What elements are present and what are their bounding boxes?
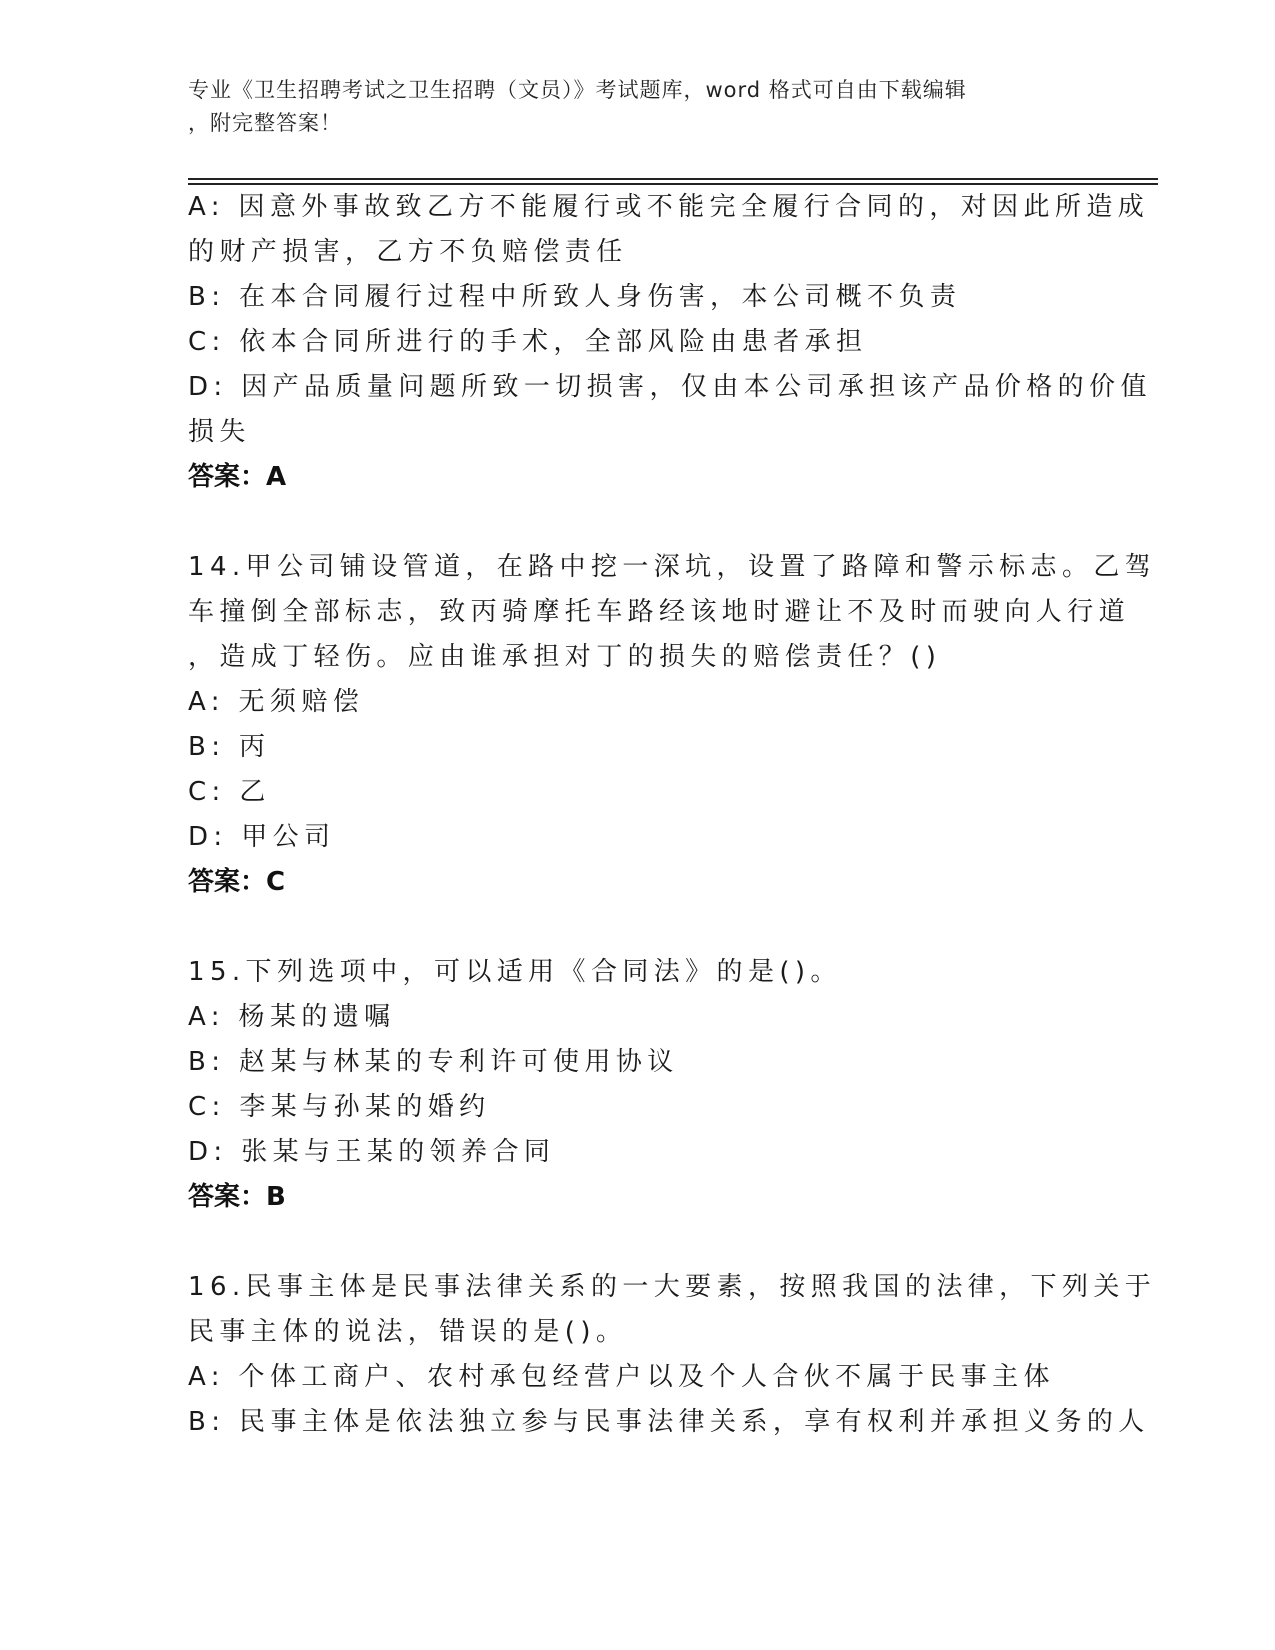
header-divider-bottom	[188, 183, 1158, 185]
q13-option-d-line-2: 损失	[188, 417, 251, 447]
q13-option-a-line-1: A: 因意外事故致乙方不能履行或不能完全履行合同的，对因此所造成	[188, 192, 1150, 222]
q14-option-b: B: 丙	[188, 732, 271, 762]
header-divider-top	[188, 178, 1158, 180]
q14-stem-line-1: 14.甲公司铺设管道，在路中挖一深坑，设置了路障和警示标志。乙驾	[188, 552, 1157, 582]
header-line-1: 专业《卫生招聘考试之卫生招聘（文员）》考试题库，word 格式可自由下载编辑	[188, 78, 967, 102]
q16-stem-line-2: 民事主体的说法，错误的是()。	[188, 1317, 628, 1347]
document-header	[188, 74, 1068, 140]
q16-stem-line-1: 16.民事主体是民事法律关系的一大要素，按照我国的法律，下列关于	[188, 1272, 1157, 1302]
q13-option-a-line-2: 的财产损害，乙方不负赔偿责任	[188, 237, 628, 267]
q15-option-d: D: 张某与王某的领养合同	[188, 1137, 556, 1167]
q15-answer: 答案：B	[188, 1182, 286, 1212]
q16-option-a: A: 个体工商户、农村承包经营户以及个人合伙不属于民事主体	[188, 1362, 1055, 1392]
q15-stem: 15.下列选项中，可以适用《合同法》的是()。	[188, 957, 842, 987]
q15-option-c: C: 李某与孙某的婚约	[188, 1092, 491, 1122]
q13-option-c: C: 依本合同所进行的手术，全部风险由患者承担	[188, 327, 868, 357]
q14-answer: 答案：C	[188, 867, 286, 897]
q13-option-d-line-1: D: 因产品质量问题所致一切损害，仅由本公司承担该产品价格的价值	[188, 372, 1152, 402]
q16-option-b: B: 民事主体是依法独立参与民事法律关系，享有权利并承担义务的人	[188, 1407, 1150, 1437]
q14-option-a: A: 无须赔偿	[188, 687, 365, 717]
q13-answer: 答案：A	[188, 462, 287, 492]
q14-stem-line-2: 车撞倒全部标志，致丙骑摩托车路经该地时避让不及时而驶向人行道	[188, 597, 1131, 627]
q14-stem-line-3: ，造成丁轻伤。应由谁承担对丁的损失的赔偿责任？()	[188, 642, 942, 672]
header-line-2: ，附完整答案！	[188, 111, 342, 135]
q14-option-c: C: 乙	[188, 777, 271, 807]
q13-option-b: B: 在本合同履行过程中所致人身伤害，本公司概不负责	[188, 282, 962, 312]
q15-option-b: B: 赵某与林某的专利许可使用协议	[188, 1047, 679, 1077]
q15-option-a: A: 杨某的遗嘱	[188, 1002, 396, 1032]
q14-option-d: D: 甲公司	[188, 822, 336, 852]
